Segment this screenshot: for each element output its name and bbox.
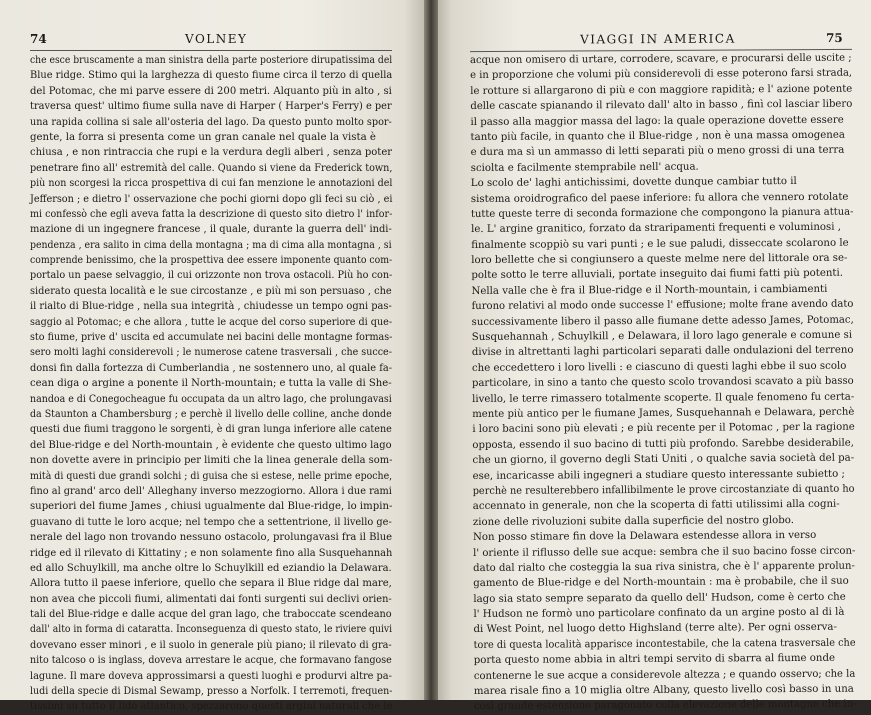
- text-line: e in proporzione che volumi più considerevoli di esse poterono farsi strada,: [470, 68, 853, 82]
- text-line: gente, la forra si presenta come un gran canale nel quale la vista è: [30, 131, 376, 143]
- text-line: mità di questi due grandi solchi ; di guisa che si estese, nelle prime epoche,: [30, 470, 393, 482]
- text-line: Susquehannah , Schuylkill , e Delawara, il loro lago generale e comune si: [471, 329, 853, 344]
- text-line: Nella valle che è fra il Blue-ridge e il North-mountain, i cambiamenti: [471, 283, 828, 297]
- text-line: chiusa , e non rintraccia che rupi e la verdura degli alberi , senza poter: [30, 147, 393, 159]
- text-line: dall' alto in forma di cataratta. Inconseguenza di questo stato, le riviere quivi: [30, 624, 393, 636]
- text-line: guavano di tutte le loro acque; nel tempo che a settentrione, il livello ge-: [30, 516, 392, 528]
- text-line: saggio al Potomac; e che allora , tutte le acque del corso superiore di que-: [30, 316, 393, 328]
- text-line: così grande estensione paragonato colla elevazione delle montagne che in-: [473, 699, 857, 713]
- text-line: Allora tutto il paese inferiore, quello che separa il Blue ridge dal mare,: [30, 578, 392, 590]
- text-line: tissimi su tutto il lido atlantico, spezzarono questi argini naturali che le: [30, 701, 393, 713]
- text-line: l' Hudson ne formò uno particolare confinato da un argine posto al di là: [473, 606, 845, 621]
- running-head: VOLNEY: [185, 32, 248, 46]
- text-line: che eccedettero i loro livelli : e ciascuno di questi laghi ebbe il suo scolo: [471, 360, 847, 374]
- text-line: non dovette avere in principio per limiti che la linea generale della som-: [30, 455, 393, 467]
- text-line: divise in altrettanti laghi particolari separati dalle ondulazioni del terreno: [471, 345, 854, 359]
- text-line: porta questo nome abbia in altri tempi servito di sbarra al fiume onde: [473, 653, 836, 667]
- text-line: zione delle rivoluzioni subite dalla superficie del nostro globo.: [472, 514, 795, 528]
- text-line: del Potomac, che mi parve essere di 200 metri. Alquanto più in alto , si: [30, 85, 392, 97]
- text-line: più non scorgesi la ricca prospettiva di cui fan menzione le annotazioni del: [30, 178, 393, 190]
- text-line: livello, le terre rimassero totalmente scoperte. Il quale fenomeno fu certa-: [472, 391, 855, 405]
- running-head: VIAGGI IN AMERICA: [580, 31, 736, 47]
- text-line: mazione di un ingegnere francese , il quale, durante la guerra dell' indi-: [30, 224, 392, 236]
- text-line: le. L' argine granitico, forzato da straripamenti frequenti e voluminosi ,: [471, 222, 842, 236]
- text-line: dovevano esser minori , e il suolo in generale più piano; il rilevato di gra-: [30, 639, 392, 651]
- text-line: finalmente scoppiò su vari punti ; e le sue paludi, disseccate scolarono le: [471, 237, 849, 251]
- text-line: ese, incaricasse abili ingegneri a studiare questo interessante subietto ;: [472, 468, 845, 482]
- text-line: loro bellette che si congiunsero a queste melme nere del littorale ora se-: [471, 252, 848, 267]
- text-line: fino al grand' arco dell' Alleghany inverso mezzogiorno. Allora i due rami: [30, 485, 392, 497]
- text-line: lagune. Il mare doveva approssimarsi a questi luoghi e produrvi altre pa-: [30, 670, 392, 682]
- text-line: successivamente libero il passo alle fiumane dette adesso James, Potomac,: [471, 314, 854, 328]
- text-line: particolare, in sino a tanto che questo scolo trovandosi scavato a più basso: [471, 375, 854, 390]
- text-line: da Staunton a Chambersburg ; e perchè il livello delle colline, anche donde: [30, 408, 392, 420]
- text-line: acque non omisero di urtare, corrodere, scavare, e procurarsi delle uscite ;: [470, 52, 852, 66]
- text-line: traversa quest' ultimo fiume sulla nave di Harper ( Harper's Ferry) e per: [30, 101, 392, 113]
- text-line: dato dal rialto che costeggia la sua riva sinistra, che è l' apparente prolun-: [473, 560, 855, 574]
- text-line: del Blue-ridge e del North-mountain , è evidente che questo ultimo lago: [30, 439, 392, 451]
- text-line: Blue ridge. Stimo qui la larghezza di questo fiume circa il terzo di quella: [30, 70, 393, 82]
- text-line: ridge ed il rilevato di Kittatiny ; e non solamente fino alla Susquehannah: [30, 547, 393, 559]
- text-line: tanto più facile, in quanto che il Blue-ridge , non è una massa omogenea: [470, 129, 845, 143]
- text-line: sistema oroidrografico del paese inferiore: fu allora che vennero rotolate: [470, 191, 849, 205]
- text-line: superiori del fiume James , chiusi ugualmente dal Blue-ridge, lo impin-: [30, 501, 393, 513]
- text-line: Jefferson ; e dietro l' osservazione che pochi giorni dopo gli feci su ciò , ei: [30, 193, 393, 205]
- text-line: i loro bacini sono più elevati ; e più recente per il Potomac , per la ragione: [472, 422, 855, 436]
- text-line: gamento de Blue-ridge e del North-mountain : ma è probabile, che il suo: [473, 575, 849, 590]
- text-line: nerale del lago non trovando nessuno ostacolo, prolungavasi fra il Blue: [30, 532, 393, 544]
- text-line: ed allo Schuylkill, ma anche oltre lo Schuylkill ed eziandio la Delawara.: [30, 562, 392, 574]
- text-line: sero molti laghi considerevoli ; le numerose catene trasversali , che succe-: [30, 347, 392, 359]
- text-line: donsi fin dalla fortezza di Cumberlandia , ne sostennero uno, al quale fa-: [30, 362, 393, 374]
- text-line: polte sotto le terre alluviali, portate inseguito dai fiumi fatti più potenti.: [471, 268, 844, 282]
- text-line: l' oriente il riflusso delle sue acque: sembra che il suo bacino fosse circon-: [473, 545, 856, 559]
- text-line: tali del Blue-ridge e dalle acque del gran lago, che traboccate scendeano: [30, 609, 392, 621]
- text-line: marea risale fino a 10 miglia oltre Albany, questo livello così basso in una: [473, 683, 854, 698]
- text-line: questi due fiumi traggono le sorgenti, è di gran lunga inferiore alle catene: [30, 424, 392, 436]
- book-gutter: [424, 0, 438, 700]
- text-line: nandoa e di Conegocheague fu occupata da un altro lago, che prolungavasi: [30, 393, 392, 405]
- right-page-text: [470, 51, 856, 715]
- text-line: lago sia stato sempre separato da quello dell' Hudson, come è certo che: [473, 591, 846, 605]
- header-rule: [30, 50, 392, 51]
- text-line: contenerne le sue acque a considerevole altezza ; e quando osservo; che la: [473, 668, 856, 682]
- text-line: Non posso stimare fin dove la Delawara estendesse allora in verso: [472, 530, 817, 544]
- text-line: portalo un paese selvaggio, il cui orizzonte non trova ostacoli. Più ho con-: [30, 270, 393, 282]
- text-line: il rialto di Blue-ridge , nella sua integrità , chiudesse un tempo ogni pas-: [30, 301, 392, 313]
- text-line: una rapida collina si sale all'osteria del lago. Da questo punto molto spor-: [30, 116, 392, 128]
- text-line: comprende benissimo, che la prospettiva dee essere imponente quanto com-: [30, 255, 393, 267]
- text-line: cean diga o argine a ponente il North-mountain; e tutta la valle di She-: [30, 378, 392, 390]
- text-line: che un giorno, il governo degli Stati Uniti , o qualche savia società del pa-: [472, 452, 855, 467]
- page-number: 75: [825, 30, 843, 45]
- right-page-header: [470, 30, 852, 47]
- text-line: non avea che piccoli fiumi, alimentati dai fonti surgenti sui declivi orien-: [30, 593, 392, 605]
- text-line: e dura ma sì un ammasso di letti separati più o meno grossi di una terra: [470, 145, 845, 159]
- text-line: che esce bruscamente a man sinistra della parte posteriore dirupatissima del: [30, 55, 393, 66]
- text-line: siderato questa località e le sue circostanze , e più mi son persuaso , che: [30, 285, 392, 297]
- text-line: accennato in generale, non che la scoperta di fatti utilissimi alla cogni-: [472, 499, 840, 513]
- text-line: nito talcoso o is inglass, doveva arrestare le acque, che formavano fangose: [30, 655, 392, 667]
- text-line: sto fiume, prive d' uscita ed accumulate nei bacini delle montagne formas-: [30, 332, 393, 344]
- left-page: [0, 0, 430, 713]
- right-page: [430, 0, 871, 713]
- text-line: le rotture si allargarono di più e con maggiore rapidità; e l' azione potente: [470, 83, 853, 97]
- text-line: mente più antico per le fiumane James, Susquehannah e Delawara, perchè: [472, 406, 855, 420]
- text-line: il passo alla maggior massa del lago: la quale operazione dovette essere: [470, 114, 844, 128]
- text-line: opposta, essendo il suo bacino di tutti più profondo. Sarebbe desiderabile,: [472, 437, 854, 451]
- text-line: penetrare fino all' estremità del calle. Quando si viene da Frederick town,: [30, 162, 393, 174]
- text-line: delle cascate spianando il rilevato dall' alto in basso , finì col lasciar libero: [470, 98, 853, 113]
- left-page-text: [30, 53, 392, 715]
- text-line: tutte queste terre di seconda formazione che compongono la pianura attua-: [470, 206, 854, 220]
- text-line: perchè ne resulterebbero infallibilmente le prove circostanziate di quanto ho: [472, 483, 855, 497]
- text-line: tore di questa località apparisce incontestabile, che la catena trasversale che: [473, 637, 856, 651]
- text-line: ludi della specie di Dismal Sewamp, presso a Norfolk. I terremoti, frequen-: [30, 686, 393, 698]
- text-line: di West Point, nel luogo detto Highsland (terre alte). Per ogni osserva-: [473, 622, 837, 636]
- text-line: sciolta e facilmente stemprabile nell' acqua.: [470, 161, 699, 174]
- text-line: pendenza , era salito in cima della montagna ; ma di cima alla montagna , si: [30, 239, 392, 251]
- text-line: Lo scolo de' laghi antichissimi, dovette dunque cambiar tutto il: [470, 176, 797, 190]
- text-line: furono relativi al modo onde successe l' effusione; molte frane avendo dato: [471, 298, 854, 313]
- page-number: 74: [30, 32, 47, 46]
- text-line: mi confessò che egli aveva fatta la descrizione di questo sito dietro l' infor-: [30, 208, 393, 220]
